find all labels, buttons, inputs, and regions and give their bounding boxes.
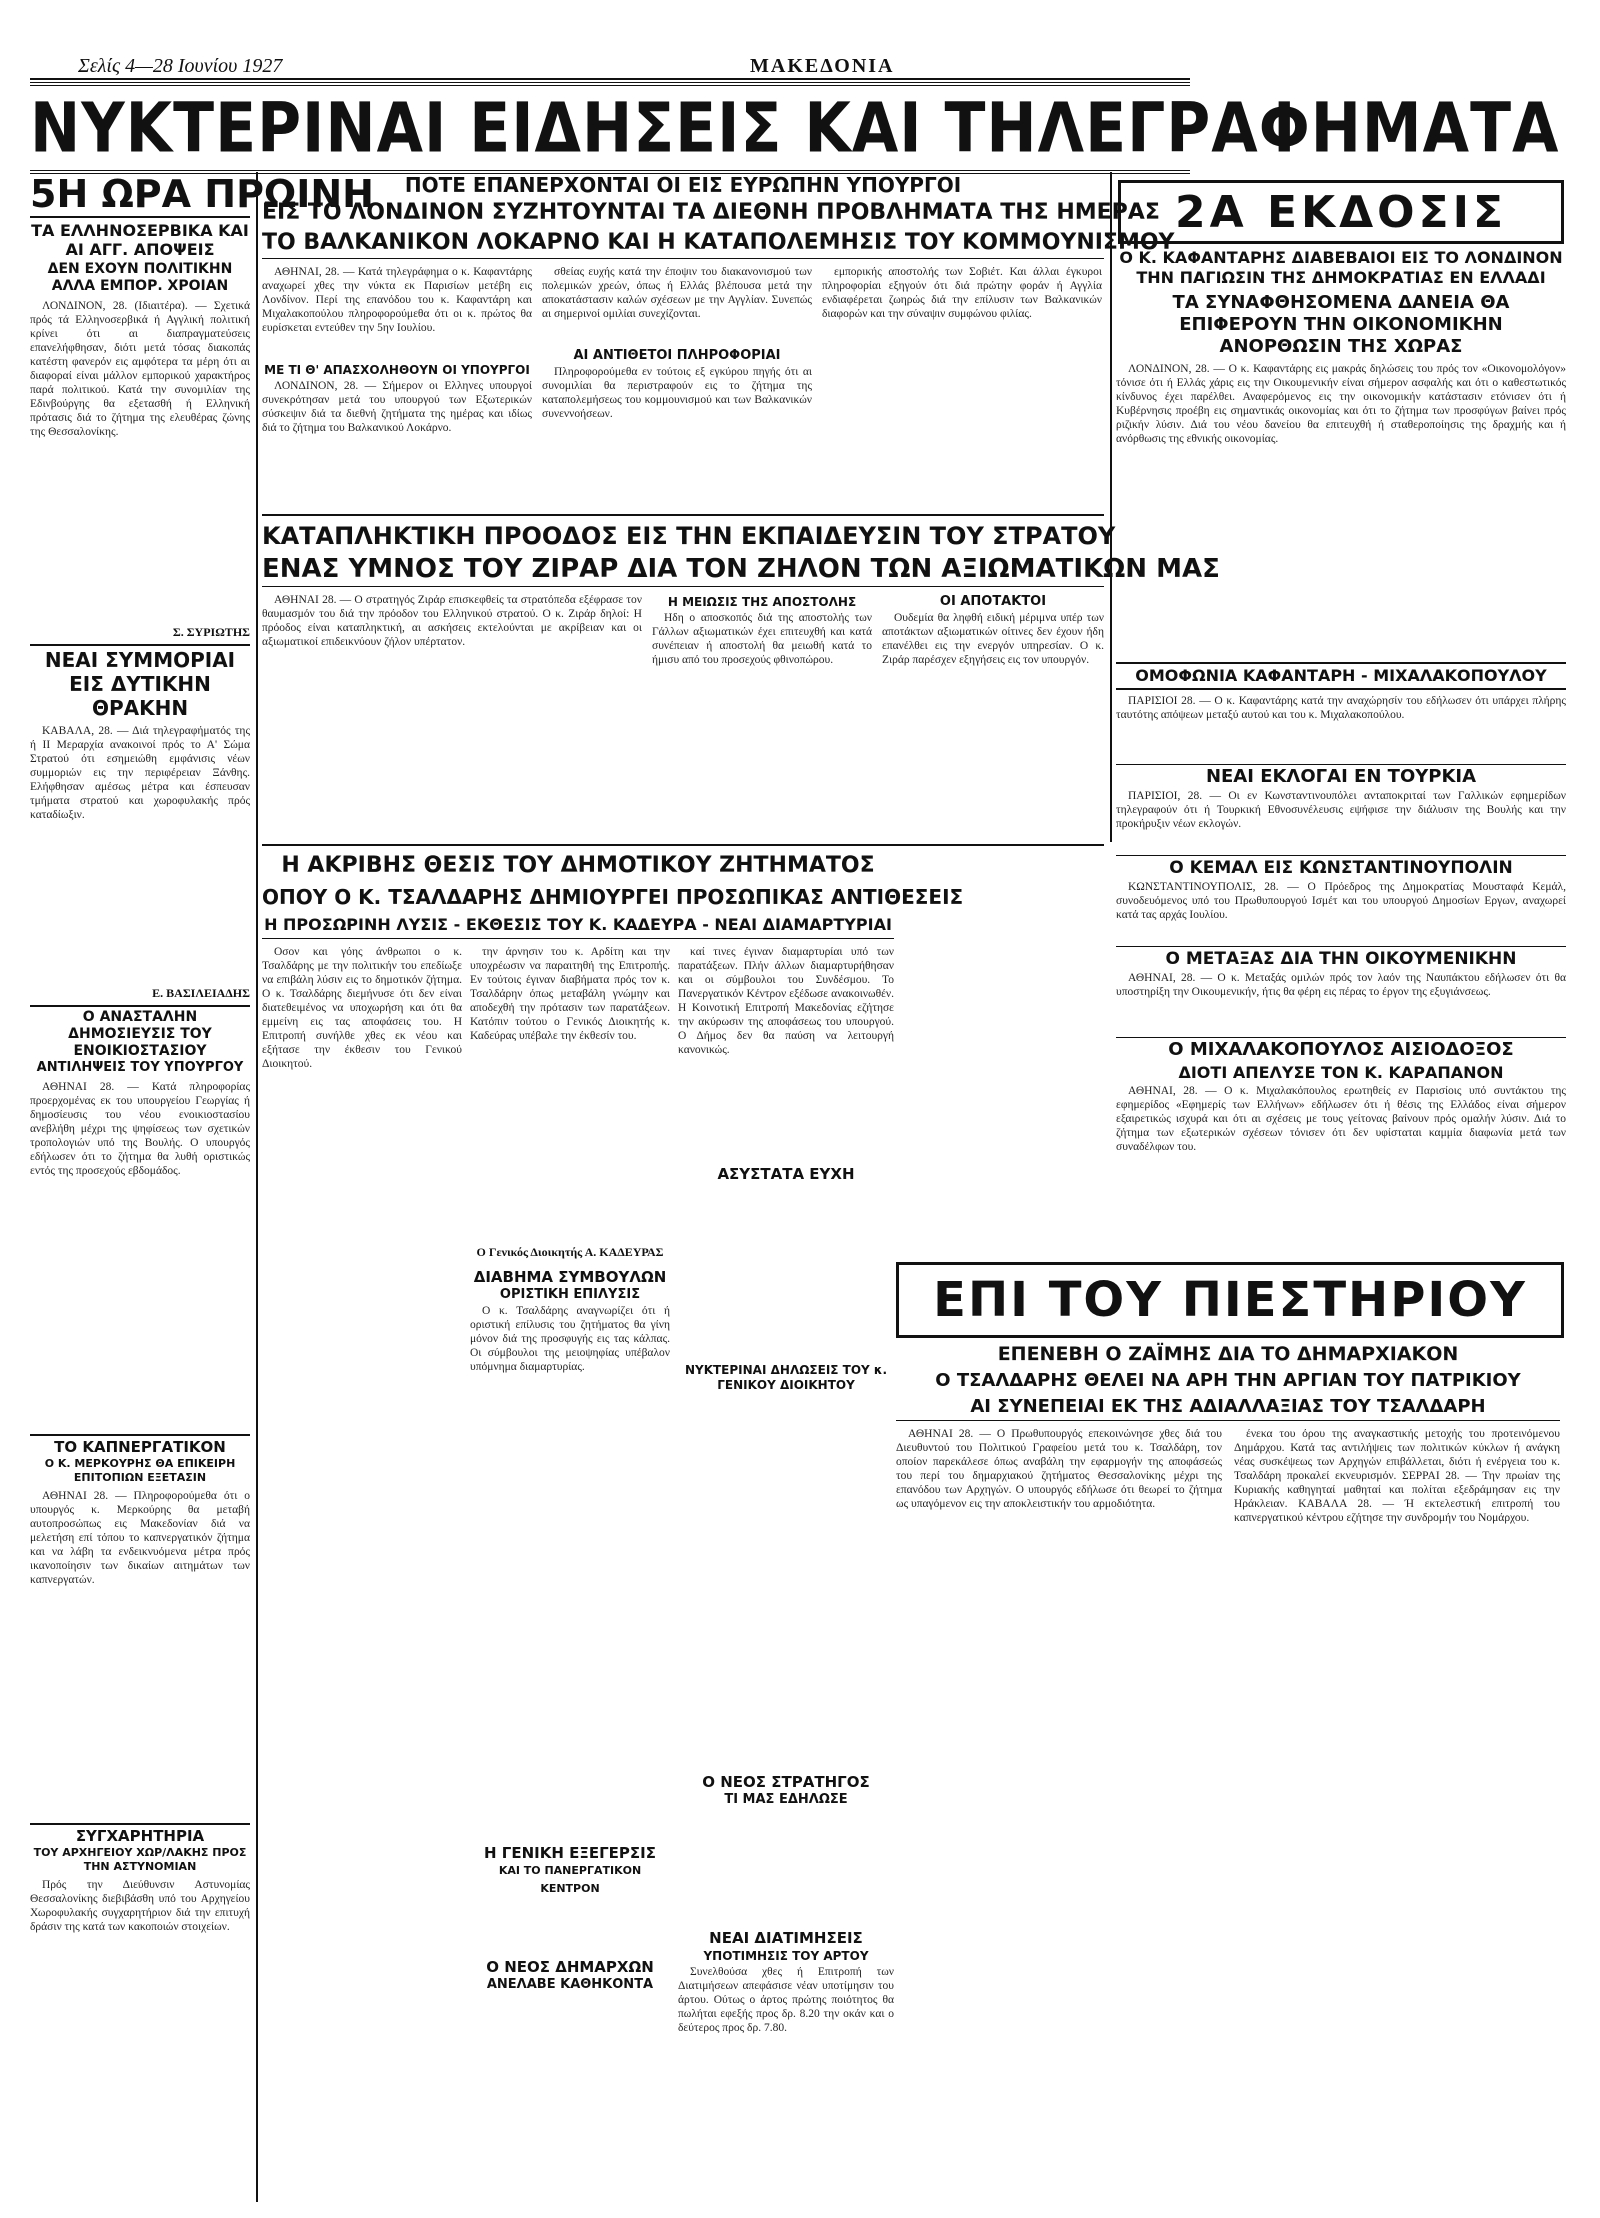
subhead-advisors: ΔΙΑΒΗΜΑ ΣΥΜΒΟΥΛΩΝ	[473, 1268, 667, 1286]
column-rule-left	[256, 172, 258, 2202]
text-ministers-b: ΛΟΝΔΙΝΟΝ, 28. — Σήμερον οι Ελληνες υπουργοί συνεκρότησαν μετά του υπουργού των Εξωτερικών σύσκεψιν διά τα διεθνή ζητήματα της ημέρας και ιδίως διά το ζήτημα του Βαλκανικού Λοκάρνο.	[262, 380, 532, 434]
headline-unanimity: ΟΜΟΦΩΝΙΑ ΚΑΦΑΝΤΑΡΗ - ΜΙΧΑΛΑΚΟΠΟΥΛΟΥ	[1116, 662, 1566, 690]
subhead-statement: ΤΙ ΜΑΣ ΕΔΗΛΩΣΕ	[724, 1792, 848, 1807]
press-box-article	[896, 1340, 1560, 2200]
headline-gangs-thrace: ΝΕΑΙ ΣΥΜΜΟΡΙΑΙ ΕΙΣ ΔΥΤΙΚΗΝ ΘΡΑΚΗΝ	[30, 644, 250, 720]
article-ministers-a	[262, 265, 532, 361]
text-ministers-e: εμπορικής αποστολής των Σοβιέτ. Και άλλαι έγκυροι πληροφορίαι εξηγούν ότι διά πρώτην φοράν ή Αγγλία ενδιαφέρεται ζωηρώς διά την επίλυσιν των Βαλκανικών διαφορών και την σύναψιν συμφώνου φιλίας.	[822, 266, 1102, 320]
article-army-c	[882, 611, 1104, 821]
article-tobacco-workers	[30, 1489, 250, 1819]
article-greek-serbian	[30, 299, 250, 625]
text-gangs-thrace: ΚΑΒΑΛΑ, 28. — Διά τηλεγραφήματός της ή ΙΙ Μεραρχία ανακοινοί πρός το Α' Σώμα Στρατού ότι εσημειώθη εμφάνισις νέων συμμοριών εις την περιφέρειαν Ξάνθης. Ελήφθησαν αμέσως μέτρα και έσπευσαν τμήματα στρατού και χωροφυλακής πρός καταδίωξιν.	[30, 725, 250, 821]
article-kafantaris	[1116, 362, 1566, 662]
headline-michalakopoulos: Ο ΜΙΧΑΛΑΚΟΠΟΥΛΟΣ ΑΙΣΙΟΔΟΞΟΣ	[1116, 1037, 1566, 1062]
subhead-unfounded-wishes: ΑΣΥΣΤΑΤΑ ΕΥΧΗ	[717, 1165, 855, 1183]
text-municipal-c: Ο κ. Τσαλδάρης αναγνωρίζει ότι ή οριστική επίλυσις του ζητήματος θα γίνη μόνον διά της προσφυγής εις τας κάλπας. Οι σύμβουλοι της μειοψηφίας υπέβαλον υπόμνημα διαμαρτυρίας.	[470, 1305, 670, 1373]
text-ministers-d: Πληροφορούμεθα εν τούτοις εξ εγκύρου πηγής ότι αι συνομιλίαι θα περιστραφούν εις το ζήτημα της καταπολεμήσεως του κομμουνισμού και των Βαλκανικών συνεννοήσεων.	[542, 366, 812, 420]
article-zaimis-a	[896, 1427, 1222, 2187]
banner-headline: ΝΥΚΤΕΡΙΝΑΙ ΕΙΔΗΣΕΙΣ ΚΑΙ ΤΗΛΕΓΡΑΦΗΜΑΤΑ	[30, 88, 1560, 169]
text-zaimis-b: ένεκα του όρου της αναγκαστικής μετοχής του προτεινόμενου Δημάρχου. Κατά τας αντιλήψεις των πολιτικών κύκλων ή ανάγκη νέας συσκέψεως των Αρχηγών επιβάλλεται, διότι ή ενέργεια του κ. Τσαλδάρη προκαλεί εκνευρισμόν. ΣΕΡΡΑΙ 28. — Την πρωίαν της Κυριακής καθηγηταί μαθηταί και πολίται εξεδράμησαν εις την Ηράκλειαν. ΚΑΒΑΛΑ 28. — Ή εκτελεστική επιτροπή του καπνεργατικού κέντρου εζήτησε την συνδρομήν του Νομάρχου.	[1234, 1428, 1560, 1524]
center-lower-article	[262, 850, 964, 2200]
edition-label: 2Α ΕΚΔΟΣΙΣ	[1174, 186, 1508, 238]
signature-syriotis: Σ. ΣΥΡΙΩΤΗΣ	[172, 625, 250, 639]
article-army-a	[262, 593, 642, 833]
text-kemal: ΚΩΝΣΤΑΝΤΙΝΟΥΠΟΛΙΣ, 28. — Ο Πρόεδρος της Δημοκρατίας Μουσταφά Κεμάλ, συνοδευόμενος υπό του Πρωθυπουργού Ισμέτ και του υπουργού Δημοσίων Εργων, αναχωρεί κατά τας αρχάς Ιουλίου.	[1116, 881, 1566, 921]
headline-tobacco-workers: ΤΟ ΚΑΠΝΕΡΓΑΤΙΚΟΝ	[30, 1434, 250, 1457]
signature-kadeyras: Ο Γενικός Διοικητής Α. ΚΑΔΕΥΡΑΣ	[476, 1245, 664, 1259]
headline-morning: 5Η ΩΡΑ ΠΡΩΙΝΗ	[30, 172, 374, 216]
headline-kemal: Ο ΚΕΜΑΛ ΕΙΣ ΚΩΝΣΤΑΝΤΙΝΟΥΠΟΛΙΝ	[1116, 855, 1566, 880]
subhead-new-mayor: Ο ΝΕΟΣ ΔΗΜΑΡΧΩΝ	[486, 1958, 654, 1976]
article-ministers-d	[542, 365, 812, 477]
subhead-new-prices: ΝΕΑΙ ΔΙΑΤΙΜΗΣΕΙΣ	[709, 1929, 863, 1947]
column-rule-right	[1110, 172, 1112, 842]
article-municipal-b	[470, 945, 670, 1245]
article-ministers-e	[822, 265, 1102, 477]
subhead-merkouris: Ο Κ. ΜΕΡΚΟΥΡΗΣ ΘΑ ΕΠΙΚΕΙΡΗ ΕΠΙΤΟΠΙΩΝ ΕΞΕΤΑΣΙΝ	[44, 1457, 236, 1484]
signature-vasileiadis: Ε. ΒΑΣΙΛΕΙΑΔΗΣ	[152, 986, 250, 1000]
text-greek-serbian: ΛΟΝΔΙΝΟΝ, 28. (Ιδιαιτέρα). — Σχετικά πρός τά Ελληνοσερβικά ή Αγγλική πολιτική κρίνει ότι αι διαπραγματεύσεις επανελήφθησαν, διότι μετά τόσας διακοπάς κατέστη φανερόν εις αμφότερα τα μέρη ότι αι διαφοραί είναι μάλλον εμπορικού χαρακτήρος παρά πολιτικού. Κατά την συνομιλίαν της Εδινβούργης θα εξετασθή ή Ελληνική πρότασις διά το ζήτημα της ελευθέρας ζώνης της Θεσσαλονίκης.	[30, 300, 250, 438]
edition-box	[1118, 180, 1564, 244]
subhead-labour-centre: ΚΑΙ ΤΟ ΠΑΝΕΡΓΑΤΙΚΟΝ ΚΕΝΤΡΟΝ	[498, 1864, 642, 1895]
subhead-minister-views: ΑΝΤΙΛΗΨΕΙΣ ΤΟΥ ΥΠΟΥΡΓΟΥ	[36, 1060, 244, 1075]
text-metaxas: ΑΘΗΝΑΙ, 28. — Ο κ. Μεταξάς ομιλών πρός τον λαόν της Ναυπάκτου εδήλωσεν ότι θα υποστηρίξη την Οικουμενικήν, ήτις θα φέρη εις πέρας το έργον της εξυγιάνσεως.	[1116, 972, 1566, 998]
filler-text-c	[678, 1809, 894, 1929]
article-ministers-b	[262, 379, 532, 479]
article-congratulations	[30, 1878, 250, 2178]
newspaper-name: ΜΑΚΕΔΟΝΙΑ	[750, 55, 895, 77]
subhead-gendarmerie: ΤΟΥ ΑΡΧΗΓΕΙΟΥ ΧΩΡ/ΛΑΚΗΣ ΠΡΟΣ ΤΗΝ ΑΣΤΥΝΟΜΙΑΝ	[33, 1846, 247, 1873]
subhead-greek-serbian: ΔΕΝ ΕΧΟΥΝ ΠΟΛΙΤΙΚΗΝ ΑΛΛΑ ΕΜΠΟΡ. ΧΡΟΙΑΝ	[47, 261, 233, 294]
article-metaxas	[1116, 971, 1566, 1037]
text-unanimity: ΠΑΡΙΣΙΟΙ 28. — Ο κ. Καφαντάρης κατά την αναχώρησίν του εδήλωσεν ότι υπάρχει πλήρης ταυτότης απόψεων μεταξύ αυτού και του κ. Μιχαλακοπούλου.	[1116, 695, 1566, 721]
subhead-dismissed-officers: ΟΙ ΑΠΟΤΑΚΤΟΙ	[939, 594, 1047, 609]
subhead-night-statements: ΝΥΚΤΕΡΙΝΑΙ ΔΗΛΩΣΕΙΣ ΤΟΥ κ. ΓΕΝΙΚΟΥ ΔΙΟΙΚΗΤΟΥ	[684, 1363, 888, 1392]
headline-balkan-locarno: ΤΟ ΒΑΛΚΑΝΙΚΟΝ ΛΟΚΑΡΝΟ ΚΑΙ Η ΚΑΤΑΠΟΛΕΜΗΣΙΣ ΤΟΥ ΚΟΜΜΟΥΝΙΣΜΟΥ	[262, 228, 1104, 259]
headline-kafantaris-london: Ο Κ. ΚΑΦΑΝΤΑΡΗΣ ΔΙΑΒΕΒΑΙΟΙ ΕΙΣ ΤΟ ΛΟΝΔΙΝΟΝ ΤΗΝ ΠΑΓΙΩΣΙΝ ΤΗΣ ΔΗΜΟΚΡΑΤΙΑΣ ΕΝ ΕΛΛΑΔΙ	[1119, 248, 1563, 287]
text-rent-control: ΑΘΗΝΑΙ 28. — Κατά πληροφορίας προερχομένας εκ του υπουργείου Γεωργίας ή δημοσίευσις του νέου ενοικιοστασίου ανεβλήθη μέχρι της ψηφίσεως των σχετικών τροπολογιών υπό της Βουλής. Ο υπουργός εδήλωσεν ότι το ζήτημα θα λυθή οριστικώς εντός της προσεχούς εβδομάδος.	[30, 1081, 250, 1177]
subhead-general-uprising: Η ΓΕΝΙΚΗ ΕΞΕΓΕΡΣΙΣ	[484, 1844, 656, 1862]
text-tobacco-workers: ΑΘΗΝΑΙ 28. — Πληροφορούμεθα ότι ο υπουργός κ. Μερκούρης θα μεταβή αυτοπροσώπως εις Μακεδονίαν διά να μελετήση επί τόπου το καπνεργατικόν ζήτημα και να λάβη τα ενδεικνυόμενα μέτρα πρός ικανοποίησιν των δικαίων αιτημάτων των καπνεργατών.	[30, 1490, 250, 1586]
headline-turkey-elections: ΝΕΑΙ ΕΚΛΟΓΑΙ ΕΝ ΤΟΥΡΚΙΑ	[1116, 764, 1566, 789]
masthead-rule	[30, 78, 1190, 80]
article-bread	[678, 1965, 894, 2065]
article-turkey-elections	[1116, 789, 1566, 855]
headline-loans: ΤΑ ΣΥΝΑΦΘΗΣΟΜΕΝΑ ΔΑΝΕΙΑ ΘΑ ΕΠΙΦΕΡΟΥΝ ΤΗΝ ΟΙΚΟΝΟΜΙΚΗΝ ΑΝΟΡΘΩΣΙΝ ΤΗΣ ΧΩΡΑΣ	[1172, 292, 1510, 357]
subhead-bread-price: ΥΠΟΤΙΜΗΣΙΣ ΤΟΥ ΑΡΤΟΥ	[703, 1949, 869, 1963]
text-kafantaris: ΛΟΝΔΙΝΟΝ, 28. — Ο κ. Καφαντάρης εις μακράς δηλώσεις του πρός τον «Οικονομολόγον» τόνισε ότι ή Ελλάς χάρις εις την Οικουμενικήν είναι σήμερον ασφαλής και ότι ο καθεστωτικός κίνδυνος έχει παρέλθει. Αναφερόμενος εις την οικονομικήν κατάστασιν ετόνισεν ότι ή Κυβέρνησις προέβη εις σημαντικάς οικονομίας και ότι το ζήτημα των προσφύγων βαίνει πρός ριζικήν λύσιν. Διά του νέου δανείου θα επιτευχθή ή σταθεροποίησις της δραχμής και ή ανόρθωσις της εθνικής οικονομίας.	[1116, 363, 1566, 445]
center-top-article	[262, 172, 1175, 510]
article-rent-control	[30, 1080, 250, 1430]
headline-greek-serbian: ΤΑ ΕΛΛΗΝΟΣΕΡΒΙΚΑ ΚΑΙ ΑΙ ΑΓΓ. ΑΠΟΨΕΙΣ	[31, 221, 249, 259]
headline-temporary-solution: Η ΠΡΟΣΩΡΙΝΗ ΛΥΣΙΣ - ΕΚΘΕΣΙΣ ΤΟΥ Κ. ΚΑΔΕΥΡΑ - ΝΕΑΙ ΔΙΑΜΑΡΤΥΡΙΑΙ	[262, 912, 894, 939]
subhead-new-general: Ο ΝΕΟΣ ΣΤΡΑΤΗΓΟΣ	[702, 1773, 870, 1791]
headline-rent-control: Ο ΑΝΑΣΤΑΛΗΝ ΔΗΜΟΣΙΕΥΣΙΣ ΤΟΥ ΕΝΟΙΚΙΟΣΤΑΣΙΟΥ	[30, 1005, 250, 1060]
center-rule-2	[262, 844, 1104, 846]
banner-frame	[30, 82, 1560, 174]
text-zaimis-a: ΑΘΗΝΑΙ 28. — Ο Πρωθυπουργός επεκοινώνησε χθες διά του Διευθυντού του Πολιτικού Γραφείου μετά του κ. Τσαλδάρη, τον οποίον παρεκάλεσε όπως αναβάλη την εφαρμογήν της αποφάσεώς του περί του δημαρχιακού ζητήματος Θεσσαλονίκης μέχρι της επανόδου των Αρχηγών. Ο υπουργός εδήλωσε ότι θεωρεί το ζήτημα ως υπαγόμενον εις την αποκλειστικήν του αρμοδιότητα.	[896, 1428, 1222, 1510]
article-unanimity	[1116, 694, 1566, 764]
article-army-b	[652, 611, 872, 821]
headline-london-problems: ΕΙΣ ΤΟ ΛΟΝΔΙΝΟΝ ΣΥΖΗΤΟΥΝΤΑΙ ΤΑ ΔΙΕΘΝΗ ΠΡΟΒΛΗΜΑΤΑ ΤΗΣ ΗΜΕΡΑΣ	[262, 200, 1160, 225]
subhead-conflicting-info: ΑΙ ΑΝΤΙΘΕΤΟΙ ΠΛΗΡΟΦΟΡΙΑΙ	[573, 348, 781, 363]
article-zaimis-b	[1234, 1427, 1560, 2187]
text-turkey-elections: ΠΑΡΙΣΙΟΙ, 28. — Οι εν Κωνσταντινουπόλει ανταποκριταί των Γαλλικών εφημερίδων τηλεγραφούν ότι ή Τουρκική Εθνοσυνέλευσις εψήφισε την διάλυσιν της Βουλής και την προκήρυξιν νέων εκλογών.	[1116, 790, 1566, 830]
page-date: Σελίς 4—28 Ιουνίου 1927	[78, 55, 283, 77]
headline-zaimis: ΕΠΕΝΕΒΗ Ο ΖΑΪΜΗΣ ΔΙΑ ΤΟ ΔΗΜΑΡΧΙΑΚΟΝ	[997, 1343, 1459, 1365]
headline-ministers-return: ΠΟΤΕ ΕΠΑΝΕΡΧΟΝΤΑΙ ΟΙ ΕΙΣ ΕΥΡΩΠΗΝ ΥΠΟΥΡΓΟΙ	[404, 173, 962, 197]
text-ministers-c: σθείας ευχής κατά την έποψιν του διακανονισμού των πολεμικών χρεών, όπως ή Ελλάς βλέπουσα μετά την αποκατάστασιν καλών σχέσεων με την Αγγλίαν. Συνεπώς αι σημερινοί ομιλίαι συνεχίζονται.	[542, 266, 812, 320]
text-municipal-b: την άρνησιν του κ. Αρδίτη και την υποχρέωσιν να παραιτηθή της Επιτροπής. Εν τούτοις έγιναν διαβήματα πρός τον κ. Τσαλδάρην όπως μεταβάλη γνώμην και αποδεχθή την πρότασιν των παρατάξεων. Κατόπιν τούτου ο Γενικός Διοικητής κ. Καδεύρας υπέβαλε την έκθεσίν του.	[470, 946, 670, 1042]
filler-text-b	[678, 1393, 894, 1773]
article-gangs-thrace	[30, 724, 250, 986]
text-congratulations: Πρός την Διεύθυνσιν Αστυνομίας Θεσσαλονίκης διεβιβάσθη υπό του Αρχηγείου Χωροφυλακής συγχαρητήριον διά την επιτυχή δράσιν της κατά των κακοποιών στοιχείων.	[30, 1879, 250, 1933]
subhead-took-office: ΑΝΕΛΑΒΕ ΚΑΘΗΚΟΝΤΑ	[486, 1977, 654, 1992]
center-mid-article	[262, 520, 1220, 840]
article-michalakopoulos	[1116, 1084, 1566, 1284]
press-box-frame	[896, 1262, 1564, 1338]
text-army-b: Ηδη ο αποσκοπός διά της αποστολής των Γάλλων αξιωματικών έχει επιτευχθή και κατά συνέπειαν ή αποστολή θα μειωθή κατά το ήμισυ από του προσεχούς φθινοπώρου.	[652, 612, 872, 666]
text-army-c: Ουδεμία θα ληφθή ειδική μέριμνα υπέρ των αποτάκτων αξιωματικών οίτινες δεν έχουν ήδη επανέλθει εις την ενεργόν υπηρεσίαν. Ο κ. Ζιράρ παρέσχεν εξηγήσεις εις τον υπουργόν.	[882, 612, 1104, 666]
headline-army-training: ΚΑΤΑΠΛΗΚΤΙΚΗ ΠΡΟΟΔΟΣ ΕΙΣ ΤΗΝ ΕΚΠΑΙΔΕΥΣΙΝ ΤΟΥ ΣΤΡΑΤΟΥ	[262, 522, 1116, 550]
text-municipal-d: καί τινες έγιναν διαμαρτυρίαι υπό των παρατάξεων. Πλήν άλλων διαμαρτυρήθησαν και οι σύμβουλοι του Συνδέσμου. Το Πανεργατικόν Κέντρον εξέδωσε ανακοινωθέν. Η Κοινοτική Επιτροπή Μακεδονίας εζήτησε την ακύρωσιν της αποφάσεως του υπουργού. Ο Δήμος δεν θα παύση να λειτουργή κανονικώς.	[678, 946, 894, 1056]
subhead-ministers-occupy: ΜΕ ΤΙ Θ' ΑΠΑΣΧΟΛΗΘΟΥΝ ΟΙ ΥΠΟΥΡΓΟΙ	[264, 363, 530, 377]
headline-municipal-issue: Η ΑΚΡΙΒΗΣ ΘΕΣΙΣ ΤΟΥ ΔΗΜΟΤΙΚΟΥ ΖΗΤΗΜΑΤΟΣ	[281, 853, 875, 878]
text-bread: Συνελθούσα χθες ή Επιτροπή των Διατιμήσεων απεφάσισε νέαν υποτίμησιν του άρτου. Ούτως ο άρτος πρώτης ποιότητος θα πωλήται εφεξής προς δρ. 8.20 την οκάν και ο δεύτερος προς δρ. 7.80.	[678, 1966, 894, 2034]
article-ministers-c	[542, 265, 812, 347]
headline-tsaldaris-conflicts: ΟΠΟΥ Ο Κ. ΤΣΑΛΔΑΡΗΣ ΔΗΜΙΟΥΡΓΕΙ ΠΡΟΣΩΠΙΚΑΣ ΑΝΤΙΘΕΣΕΙΣ	[262, 885, 964, 909]
text-michalakopoulos: ΑΘΗΝΑΙ, 28. — Ο κ. Μιχαλακόπουλος ερωτηθείς εν Παρισίοις υπό συντάκτου της εφημερίδος «Εφημερίς των Ελλήνων» εδήλωσεν ότι ή θέσις της Ελλάδος είναι σήμερον εξαιρετικώς ισχυρά και ότι αι σχέσεις με τους γείτονας βαίνουν πρός ομαλήν λύσιν. Διά το ζήτημα των εξωτερικών σχέσεων τόνισεν ότι δεν υφίσταται καμμία διαφωνία μετά των συναδέλφων του.	[1116, 1085, 1566, 1153]
text-ministers-a: ΑΘΗΝΑΙ, 28. — Κατά τηλεγράφημα ο κ. Καφαντάρης αναχωρεί χθες την νύκτα εκ Παρισίων μετέβη εις Λονδίνον. Περί της επανόδου του κ. Καφαντάρη και Μιχαλακοπούλου πληροφορούμεθα ότι οι κ. πρώτος θα ευρίσκεται εντεύθεν την 5ην Ιουλίου.	[262, 266, 532, 334]
headline-zirar-hymn: ΕΝΑΣ ΥΜΝΟΣ ΤΟΥ ΖΙΡΑΡ ΔΙΑ ΤΟΝ ΖΗΛΟΝ ΤΩΝ ΑΞΙΩΜΑΤΙΚΩΝ ΜΑΣ	[262, 552, 1104, 587]
article-kemal	[1116, 880, 1566, 946]
subhead-final-solution: ΟΡΙΣΤΙΚΗ ΕΠΙΛΥΣΙΣ	[499, 1287, 641, 1302]
headline-on-the-press: ΕΠΙ ΤΟΥ ΠΙΕΣΤΗΡΙΟΥ	[933, 1272, 1527, 1328]
article-municipal-d	[678, 945, 894, 1165]
headline-tsaldaris-patrikios: Ο ΤΣΑΛΔΑΡΗΣ ΘΕΛΕΙ ΝΑ ΑΡΗ ΤΗΝ ΑΡΓΙΑΝ ΤΟΥ ΠΑΤΡΙΚΙΟΥ	[935, 1370, 1521, 1391]
center-rule-1	[262, 514, 1104, 516]
headline-metaxas: Ο ΜΕΤΑΞΑΣ ΔΙΑ ΤΗΝ ΟΙΚΟΥΜΕΝΙΚΗΝ	[1116, 946, 1566, 971]
text-army-a: ΑΘΗΝΑΙ 28. — Ο στρατηγός Ζιράρ επισκεφθείς τα στρατόπεδα εξέφρασε τον θαυμασμόν του διά την πρόοδον του Ελληνικού στρατού. Ο κ. Ζιράρ δηλοί: Η πρόοδος είναι καταπληκτική, αι ασκήσεις εκτελούνται με ακρίβειαν και οι αξιωματικοί επιδεικνύουν ζήλον υπέρτατον.	[262, 594, 642, 648]
article-municipal-c	[470, 1304, 670, 1844]
right-column	[1116, 248, 1566, 1188]
filler-text-a	[678, 1183, 894, 1363]
text-municipal-a: Οσον και γόης άνθρωποι ο κ. Τσαλδάρης με την πολιτικήν του επεδίωξε να επιβάλη λύσιν εις το δημοτικόν ζήτημα. Ο κ. Τσαλδάρης διεμήνυσε ότι δεν είναι διατεθειμένος να υποχωρήση και ότι θα εμμείνη εις τας αποφάσεις του. Η Επιτροπή συνήλθε χθες εκ νέου και εξήτασε την έκθεσιν του Γενικού Διοικητού.	[262, 946, 462, 1070]
subhead-karapanos: ΔΙΟΤΙ ΑΠΕΛΥΣΕ ΤΟΝ Κ. ΚΑΡΑΠΑΝΟΝ	[1178, 1063, 1504, 1082]
headline-congratulations: ΣΥΓΧΑΡΗΤΗΡΙΑ	[30, 1823, 250, 1846]
article-municipal-a	[262, 945, 462, 2125]
headline-consequences: ΑΙ ΣΥΝΕΠΕΙΑΙ ΕΚ ΤΗΣ ΑΔΙΑΛΛΑΞΙΑΣ ΤΟΥ ΤΣΑΛΔΑΡΗ	[896, 1394, 1560, 1421]
subhead-mission-reduction: Η ΜΕΙΩΣΙΣ ΤΗΣ ΑΠΟΣΤΟΛΗΣ	[667, 595, 857, 609]
